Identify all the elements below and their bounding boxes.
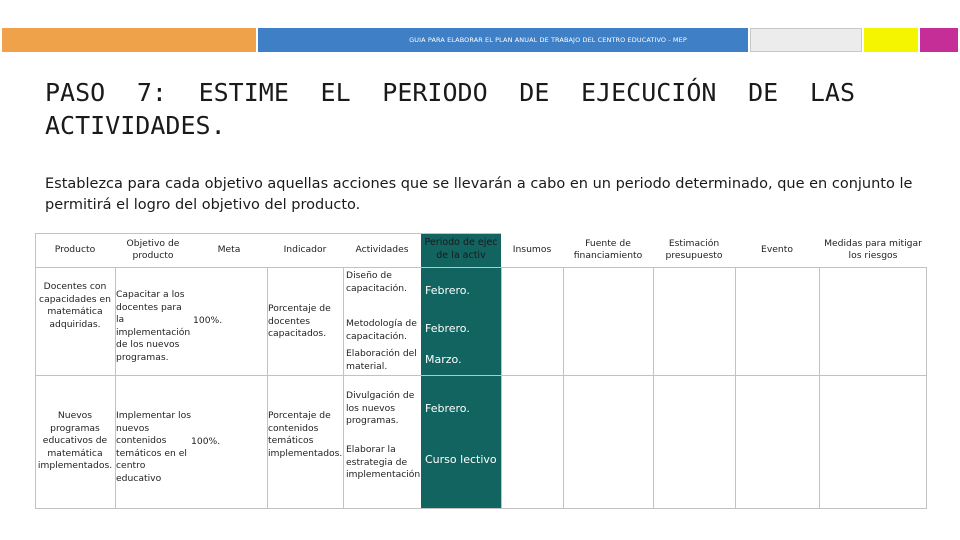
header-estimacion: Estimación presupuesto: [665, 237, 723, 261]
header-bar-title: GUIA PARA ELABORAR EL PLAN ANUAL DE TRABAJO DEL CENTRO EDUCATIVO - MEP: [258, 28, 748, 52]
row1-meta: 100%.: [193, 315, 223, 326]
table-col-line-2: [267, 267, 268, 509]
table-col-line-0: [35, 233, 36, 509]
table-col-line-7: [735, 267, 736, 509]
row1-period-1: Febrero.: [425, 285, 499, 298]
row2-indicador: Porcentaje de contenidos temáticos implementados.: [268, 410, 343, 459]
row1-activity-3: Elaboración del material.: [346, 348, 417, 372]
row1-indicador: Porcentaje de docentes capacitados.: [268, 303, 331, 339]
row2-activity-2: Elaborar la estrategia de implementación: [346, 444, 421, 480]
row1-period-2: Febrero.: [425, 323, 499, 336]
header-periodo: Periodo de ejec de la activ: [421, 233, 501, 267]
header-meta: Meta: [217, 243, 241, 255]
header-producto: Producto: [54, 243, 96, 255]
row2-period-2: Curso lectivo: [425, 454, 499, 467]
table-col-line-4: [501, 267, 502, 509]
period-column-fill: [421, 233, 501, 509]
row2-period-1: Febrero.: [425, 403, 499, 416]
row1-objetivo: Capacitar a los docentes para la implementación de los nuevos programas.: [116, 289, 191, 363]
row1-activity-2: Metodología de capacitación.: [346, 318, 417, 342]
header-fuente: Fuente de financiamiento: [573, 237, 643, 261]
table-row-divider: [35, 375, 927, 376]
table-header-divider: [35, 267, 927, 268]
row2-meta: 100%.: [191, 436, 221, 447]
table-col-line-5: [563, 267, 564, 509]
activities-table: [35, 233, 927, 509]
table-col-line-8: [819, 267, 820, 509]
header-insumos: Insumos: [512, 243, 552, 255]
header-bar-yellow-segment: [864, 28, 918, 52]
row2-objetivo: Implementar los nuevos contenidos temáticos en el centro educativo: [116, 410, 192, 484]
header-bar-orange-segment: [2, 28, 256, 52]
row1-producto: Docentes con capacidades en matemática adquiridas.: [39, 281, 111, 330]
page-title: PASO 7: ESTIME EL PERIODO DE EJECUCIÓN DE LAS ACTIVIDADES.: [45, 78, 855, 140]
table-col-line-9: [926, 267, 927, 509]
header-bar-magenta-segment: [920, 28, 958, 52]
header-bar-gray-segment-2: [750, 28, 862, 52]
table-border-bottom: [35, 508, 927, 509]
header-indicador: Indicador: [283, 243, 327, 255]
table-col-line-1: [115, 267, 116, 509]
table-col-line-6: [653, 267, 654, 509]
intro-paragraph: Establezca para cada objetivo aquellas acciones que se llevarán a cabo en un periodo determinado, que en conjunto le permitirá el logro del objetivo del producto.: [45, 176, 913, 213]
header-objetivo: Objetivo de producto: [126, 237, 180, 261]
table-border-top: [35, 233, 501, 234]
row1-period-3: Marzo.: [425, 354, 499, 367]
row2-producto: Nuevos programas educativos de matemática implementados.: [37, 410, 113, 471]
header-evento: Evento: [761, 243, 793, 255]
row2-activity-1: Divulgación de los nuevos programas.: [346, 390, 415, 426]
row1-activity-1: Diseño de capacitación.: [346, 270, 407, 294]
header-actividades: Actividades: [355, 243, 409, 255]
table-col-line-3: [343, 267, 344, 509]
header-medidas: Medidas para mitigar los riesgos: [824, 237, 922, 261]
